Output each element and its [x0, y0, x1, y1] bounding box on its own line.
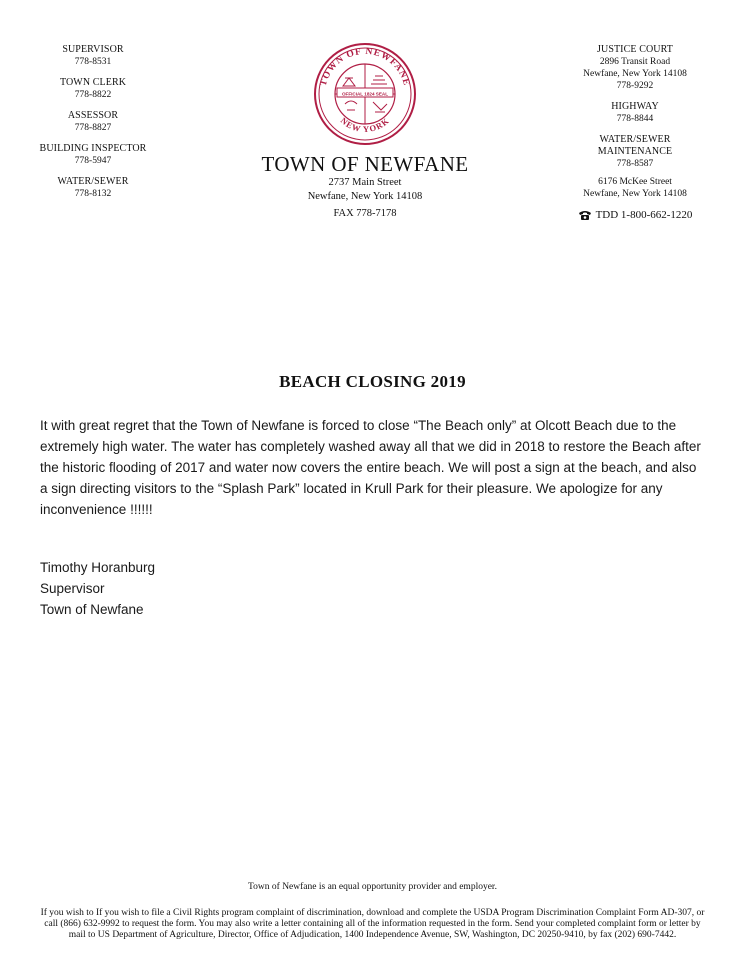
- contact-title: JUSTICE COURT: [597, 44, 673, 55]
- town-address-line2: Newfane, New York 14108: [307, 191, 423, 202]
- contact-title: MAINTENANCE: [597, 146, 673, 157]
- left-contact-column: [18, 44, 168, 209]
- contact-title: ASSESSOR: [67, 110, 119, 121]
- contact-address: 2896 Transit Road: [599, 57, 671, 67]
- right-contact-column: [555, 44, 715, 221]
- contact-address: Newfane, New York 14108: [583, 69, 687, 79]
- signer-org: Town of Newfane: [40, 602, 144, 617]
- contact-town-clerk: [18, 77, 168, 101]
- document-heading: BEACH CLOSING 2019: [279, 372, 466, 391]
- telephone-icon: [578, 210, 592, 221]
- contact-title: SUPERVISOR: [62, 44, 124, 55]
- body-paragraph: It with great regret that the Town of Newfane is forced to close “The Beach only” at Olcott Beach due to the extremely high water. The water has completely washed away all that we did in 2018 to restore the Beach after the historic flooding of 2017 and water now covers the entire beach. We will post a sign at the beach, and also a sign directing visitors to the “Splash Park” located in Krull Park for their pleasure. We apologize for any inconvenience !!!!!!: [40, 418, 701, 517]
- contact-title: BUILDING INSPECTOR: [39, 143, 147, 154]
- contact-phone: 778-8531: [74, 57, 112, 67]
- contact-phone: 778-8827: [74, 123, 112, 133]
- contact-water-sewer: [18, 176, 168, 200]
- contact-supervisor: [18, 44, 168, 68]
- contact-title: HIGHWAY: [611, 101, 659, 112]
- letterhead-center: [240, 40, 490, 221]
- contact-water-sewer-maintenance: [555, 134, 715, 200]
- contact-phone: 778-8587: [616, 159, 654, 169]
- contact-phone: 778-8132: [74, 189, 112, 199]
- signer-role: Supervisor: [40, 581, 105, 596]
- contact-title: TOWN CLERK: [59, 77, 127, 88]
- town-address-line1: 2737 Main Street: [328, 177, 402, 188]
- contact-title: WATER/SEWER: [599, 134, 671, 145]
- contact-address: 6176 McKee Street: [598, 177, 672, 187]
- seal-band-text: OFFICIAL 1824 SEAL: [341, 91, 389, 97]
- seal-top-text: TOWN OF NEWFANE: [318, 46, 412, 88]
- seal-bottom-text: NEW YORK: [338, 115, 392, 135]
- tdd-number: TDD 1-800-662-1220: [595, 209, 693, 221]
- contact-phone: 778-8822: [74, 90, 112, 100]
- contact-building-inspector: [18, 143, 168, 167]
- contact-justice-court: [555, 44, 715, 92]
- contact-phone: 778-9292: [616, 81, 654, 91]
- town-name: TOWN OF NEWFANE: [261, 152, 469, 176]
- town-seal-icon: [301, 40, 429, 148]
- contact-phone: 778-8844: [616, 114, 654, 124]
- contact-assessor: [18, 110, 168, 134]
- civil-rights-statement: If you wish to If you wish to file a Civil Rights program complaint of discrimination, download and complete the USDA Program Discrimination Complaint Form AD-307, or call (866) 632-9992 to request the form. You may also write a letter containing all of the information requested in the form. Send your completed complaint form or letter by mail to US Department of Agriculture, Director, Office of Adjudication, 1400 Independence Avenue, SW, Washington, DC 20250-9410, by fax (202) 690-7442.: [40, 908, 705, 940]
- contact-title: WATER/SEWER: [57, 176, 129, 187]
- contact-highway: [555, 101, 715, 125]
- contact-phone: 778-5947: [74, 156, 112, 166]
- contact-address: Newfane, New York 14108: [583, 189, 687, 199]
- signature-block: [40, 557, 155, 620]
- signer-name: Timothy Horanburg: [40, 560, 156, 575]
- tdd-line: [555, 209, 715, 221]
- town-fax: FAX 778-7178: [333, 208, 397, 219]
- equal-opportunity-statement: Town of Newfane is an equal opportunity provider and employer.: [248, 882, 497, 892]
